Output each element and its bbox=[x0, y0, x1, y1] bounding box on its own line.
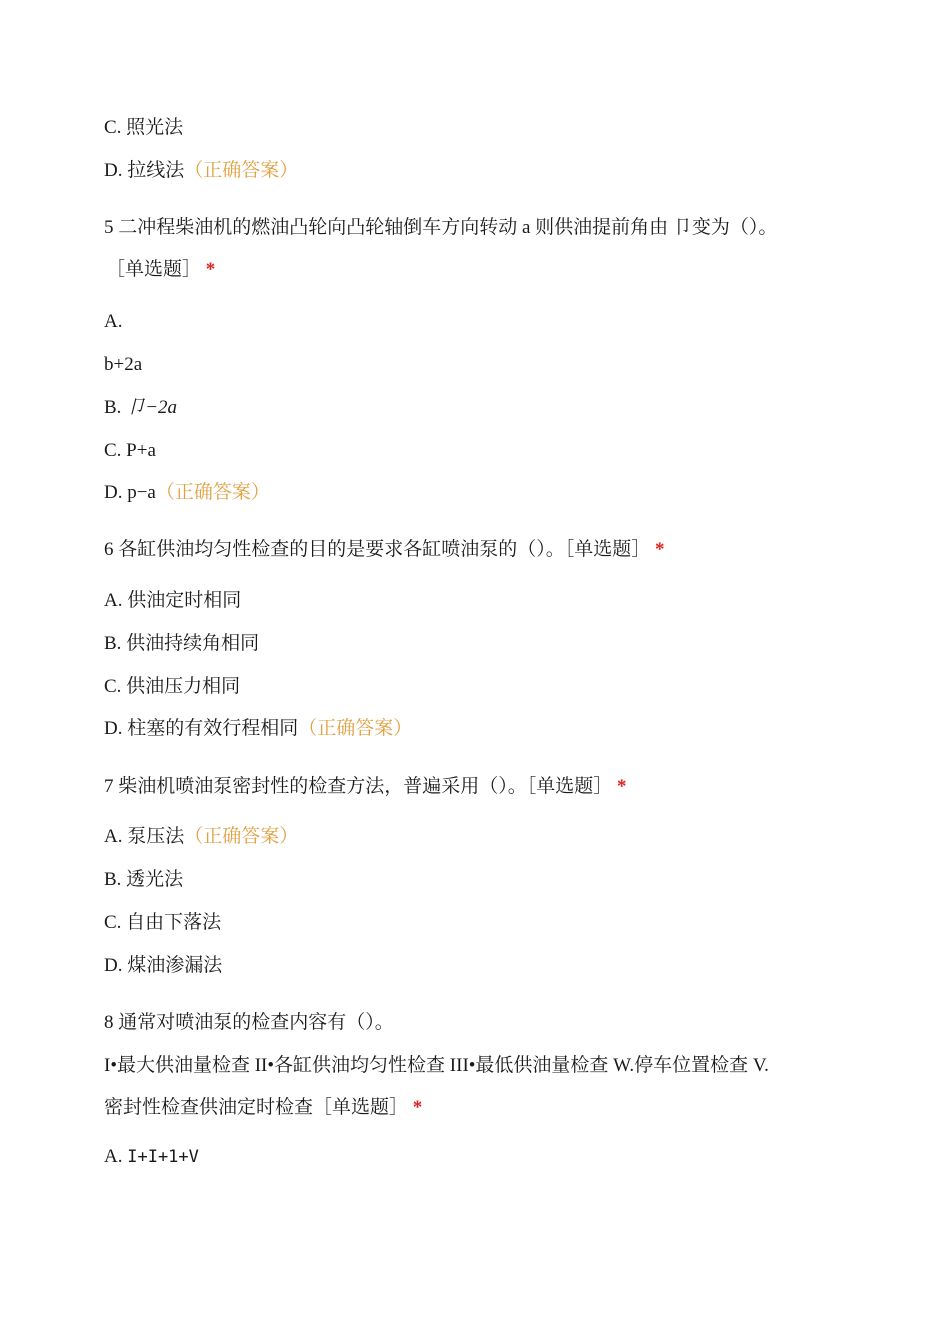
q6-title-text: 6 各缸供油均匀性检查的目的是要求各缸喷油泵的（）。［单选题］ bbox=[104, 539, 651, 560]
q8-option-a bbox=[104, 1145, 199, 1169]
q8-option-a-value: I+I+1+V bbox=[127, 1147, 199, 1167]
q4-option-d-text: D. 拉线法 bbox=[104, 160, 185, 181]
q8-title-line2: I•最大供油量检查 II•各缸供油均匀性检查 III•最低供油量检查 W.停车位置检查 V. bbox=[104, 1055, 769, 1076]
q4-option-d bbox=[104, 159, 298, 183]
correct-answer-marker: （正确答案） bbox=[184, 160, 299, 181]
q4-option-c: C. 照光法 bbox=[104, 117, 184, 138]
correct-answer-marker: （正确答案） bbox=[155, 482, 270, 503]
q5-option-b-value: 卩−2a bbox=[126, 397, 178, 418]
q5-option-a: A. bbox=[104, 311, 123, 332]
q8-title-line3 bbox=[104, 1096, 422, 1120]
q5-title-line2 bbox=[106, 258, 215, 282]
q5-option-b-prefix: B. bbox=[104, 397, 122, 418]
correct-answer-marker: （正确答案） bbox=[184, 826, 299, 847]
q7-option-d: D. 煤油渗漏法 bbox=[104, 955, 223, 976]
q5-option-b bbox=[104, 396, 177, 420]
q6-option-c: C. 供油压力相同 bbox=[104, 676, 241, 697]
q5-option-d bbox=[104, 481, 270, 505]
q8-title-line3-text: 密封性检查供油定时检查［单选题］ bbox=[104, 1097, 409, 1118]
q7-option-a bbox=[104, 825, 298, 849]
q7-title bbox=[104, 775, 627, 799]
q7-title-text: 7 柴油机喷油泵密封性的检查方法，普遍采用（）。［单选题］ bbox=[104, 776, 613, 797]
required-star: * bbox=[655, 539, 665, 560]
q6-option-d-text: D. 柱塞的有效行程相同 bbox=[104, 718, 299, 739]
required-star: * bbox=[617, 776, 627, 797]
q5-title-line1: 5 二冲程柴油机的燃油凸轮向凸轮轴倒车方向转动 a 则供油提前角由 卩变为（）。 bbox=[104, 217, 778, 238]
q7-option-b: B. 透光法 bbox=[104, 869, 184, 890]
required-star: * bbox=[412, 1097, 423, 1118]
correct-answer-marker: （正确答案） bbox=[298, 718, 413, 739]
q8-option-a-prefix: A. bbox=[104, 1146, 123, 1167]
q8-title-line1: 8 通常对喷油泵的检查内容有（）。 bbox=[104, 1012, 394, 1033]
q5-option-c: C. P+a bbox=[104, 440, 156, 461]
q6-title bbox=[104, 538, 665, 562]
required-star: * bbox=[205, 259, 216, 280]
q6-option-d bbox=[104, 717, 412, 741]
q7-option-a-text: A. 泵压法 bbox=[104, 826, 185, 847]
q5-option-d-text: D. p−a bbox=[104, 482, 156, 503]
q5-option-a-value: b+2a bbox=[104, 354, 143, 375]
q6-option-b: B. 供油持续角相同 bbox=[104, 633, 260, 654]
q7-option-c: C. 自由下落法 bbox=[104, 912, 222, 933]
q6-option-a: A. 供油定时相同 bbox=[104, 590, 242, 611]
q5-question-type: ［单选题］ bbox=[106, 259, 202, 280]
